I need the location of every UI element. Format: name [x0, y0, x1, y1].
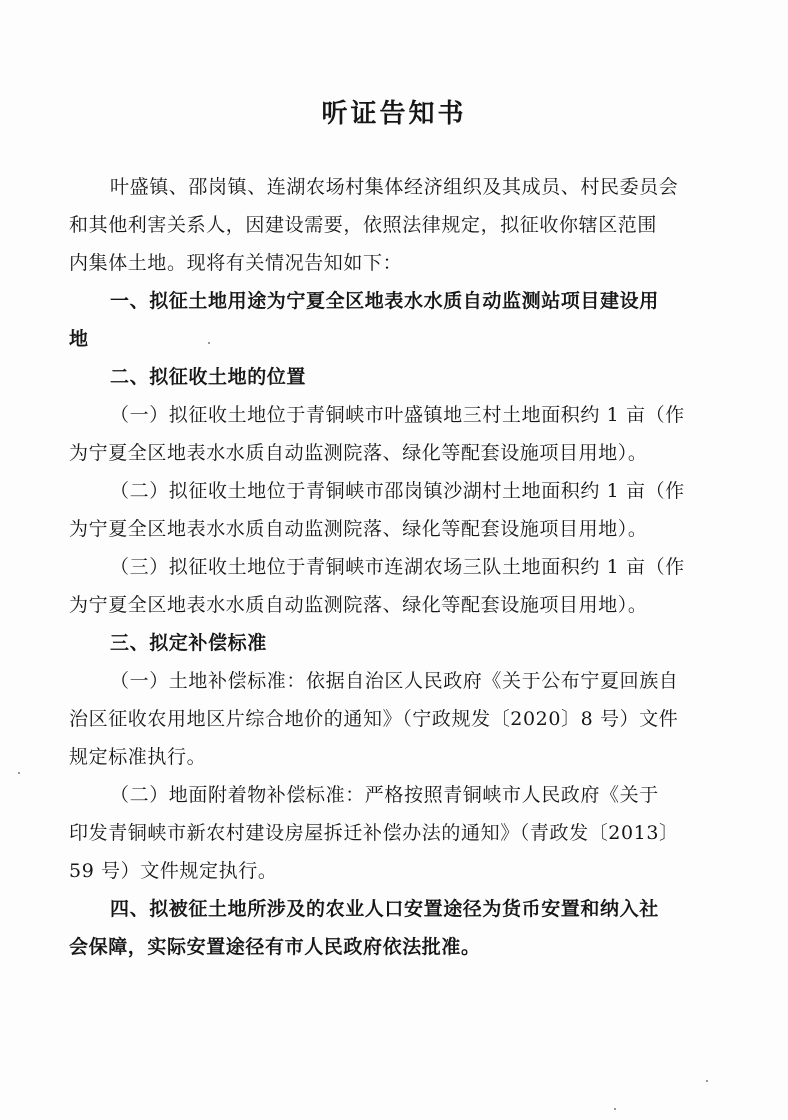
section-heading-1: 一、拟征土地用途为宁夏全区地表水水质自动监测站项目建设用 [110, 290, 659, 312]
scan-speck [18, 772, 20, 774]
scan-speck [614, 1108, 616, 1110]
section-heading-4: 四、拟被征土地所涉及的农业人口安置途径为货币安置和纳入社 [110, 898, 659, 920]
body-line: （二）拟征收土地位于青铜峡市邵岗镇沙湖村土地面积约 1 亩（作 [110, 480, 685, 502]
body-line: （二）地面附着物补偿标准：严格按照青铜峡市人民政府《关于 [110, 784, 659, 806]
body-line: 为宁夏全区地表水水质自动监测院落、绿化等配套设施项目用地）。 [69, 594, 648, 616]
body-line: 为宁夏全区地表水水质自动监测院落、绿化等配套设施项目用地）。 [69, 442, 648, 464]
section-heading-1-cont: 地 [69, 328, 89, 350]
body-line: （三）拟征收土地位于青铜峡市连湖农场三队土地面积约 1 亩（作 [110, 556, 685, 578]
body-line: 叶盛镇、邵岗镇、连湖农场村集体经济组织及其成员、村民委员会 [110, 176, 679, 198]
section-heading-2: 二、拟征收土地的位置 [110, 366, 307, 388]
body-line: （一）拟征收土地位于青铜峡市叶盛镇地三村土地面积约 1 亩（作 [110, 404, 685, 426]
scan-speck [208, 342, 210, 344]
section-heading-4-cont: 会保障，实际安置途径有市人民政府依法批准。 [69, 936, 481, 958]
section-heading-3: 三、拟定补偿标准 [110, 632, 267, 654]
body-line: 印发青铜峡市新农村建设房屋拆迁补偿办法的通知》（青政发〔2013〕 [69, 822, 679, 844]
body-line: 59 号）文件规定执行。 [69, 860, 278, 882]
scan-speck [706, 1080, 708, 1082]
body-line: 为宁夏全区地表水水质自动监测院落、绿化等配套设施项目用地）。 [69, 518, 648, 540]
body-line: 规定标准执行。 [69, 746, 207, 768]
body-line: 内集体土地。现将有关情况告知如下： [69, 252, 403, 274]
body-line: （一）土地补偿标准：依据自治区人民政府《关于公布宁夏回族自 [110, 670, 679, 692]
body-line: 治区征收农用地区片综合地价的通知》（宁政规发〔2020〕8 号）文件 [69, 708, 679, 730]
body-line: 和其他利害关系人，因建设需要，依照法律规定，拟征收你辖区范围 [69, 214, 658, 236]
document-title: 听证告知书 [321, 99, 467, 129]
